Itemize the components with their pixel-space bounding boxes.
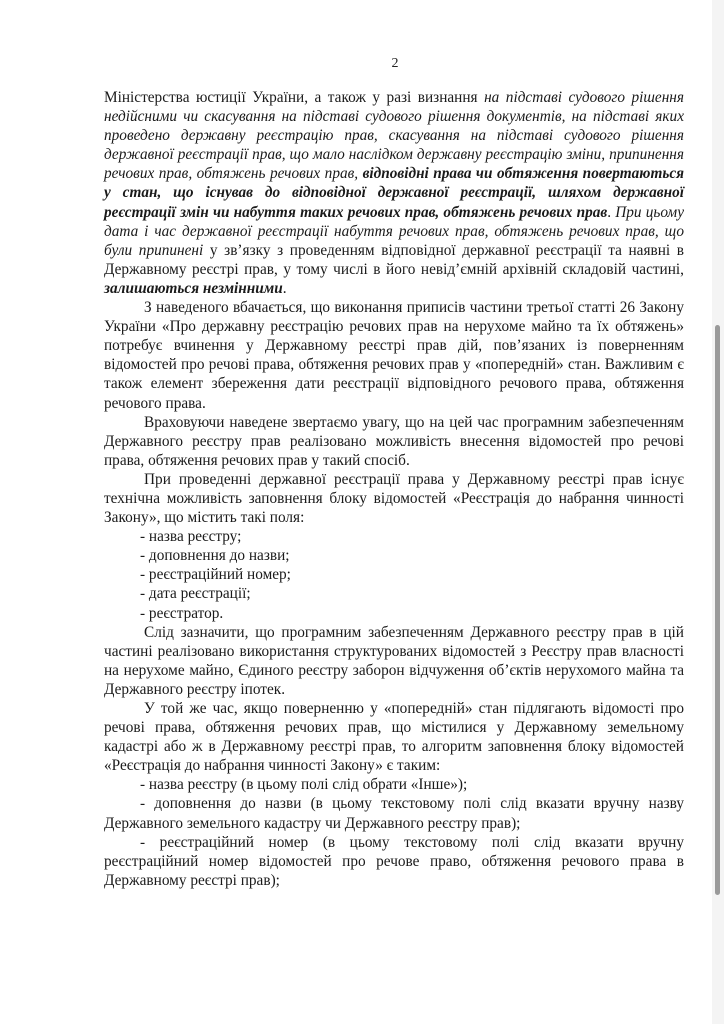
list-item: - реєстратор.: [140, 604, 224, 622]
paragraph-2: З наведеного вбачається, що виконання приписів частини третьої статті 26 Закону України «Про державну реєстрацію речових прав на нерухоме майно та їх обтяжень» потребує вчинення у Державному реєстрі прав дій, пов’язаних із поверненням відомостей про речові права, обтяження речових прав у «попередній» стан. Важливим є також елемент збереження дати реєстрації відповідного речового права, обтяження речового права.: [104, 299, 684, 412]
p1-text-1: Міністерства юстиції України, а також у разі визнання: [104, 89, 485, 106]
paragraph-4: При проведенні державної реєстрації права у Державному реєстрі прав існує технічна можливість заповнення блоку відомостей «Реєстрація до набрання чинності Закону», що містить такі поля:: [104, 470, 684, 527]
list-item: - назва реєстру;: [140, 528, 242, 546]
paragraph-3: Враховуючи наведене звертаємо увагу, що на цей час програмним забезпеченням Державного реєстру прав реалізовано можливість внесення відомостей про речові права, обтяження речових прав у такий спосіб.: [104, 413, 684, 469]
document-body: [104, 88, 684, 890]
scrollbar-thumb[interactable]: [715, 325, 720, 895]
page-number: 2: [391, 56, 399, 71]
list-item: - доповнення до назви (в цьому текстовому полі слід вказати вручну назву Державного земельного кадастру чи Державного реєстру прав);: [104, 795, 684, 832]
p1-bold-italic-2: залишаються незмінними: [104, 279, 283, 297]
list-item: - реєстраційний номер;: [140, 566, 291, 584]
p1-italic-2: При цьому дата і час державної реєстрації набуття речових прав, обтяжень речових прав, що були припинені: [104, 203, 684, 259]
list-item: - дата реєстрації;: [140, 585, 251, 603]
paragraph-6: У той же час, якщо поверненню у «попередній» стан підлягають відомості про речові права, обтяження речових прав, що містилися у Державному земельному кадастрі або ж в Державному реєстрі прав, то алгоритм заповнення блоку відомостей «Реєстрація до набрання чинності Закону» є таким:: [104, 700, 684, 775]
p1-text-4: .: [282, 279, 287, 297]
list-item: - доповнення до назви;: [140, 547, 290, 565]
list-item: - назва реєстру (в цьому полі слід обрати «Інше»);: [140, 776, 468, 794]
list-item: - реєстраційний номер (в цьому текстовому полі слід вказати вручну реєстраційний номер відомостей про речове право, обтяження речового права в Державному реєстрі прав);: [104, 833, 684, 889]
paragraph-5: Слід зазначити, що програмним забезпеченням Державного реєстру прав в цій частині реалізовано використання структурованих відомостей з Реєстру прав власності на нерухоме майно, Єдиного реєстру заборон відчуження об’єктів нерухомого майна та Державного реєстру іпотек.: [104, 623, 684, 698]
p1-bold-italic-1: відповідні права чи обтяження повертаються у стан, що існував до відповідної державної реєстрації, шляхом державної реєстрації змін чи набуття таких речових прав, обтяжень речових прав: [104, 165, 684, 221]
paragraph-1: [104, 88, 684, 298]
p1-text-3: у зв’язку з проведенням відповідної державної реєстрації та наявні в Державному реєстрі прав, у тому числі в його невід’ємній архівній складовій частині,: [104, 241, 684, 278]
p1-italic-1: на підставі судового рішення недійсними чи скасування на підставі судового рішення документів, на підставі яких проведено державну реєстрацію прав, скасування на підставі судового рішення державної реєстрації прав, що мало наслідком державну реєстрацію зміни, припинення речових прав, обтяжень речових прав,: [104, 89, 685, 183]
p1-text-2: .: [607, 203, 616, 221]
